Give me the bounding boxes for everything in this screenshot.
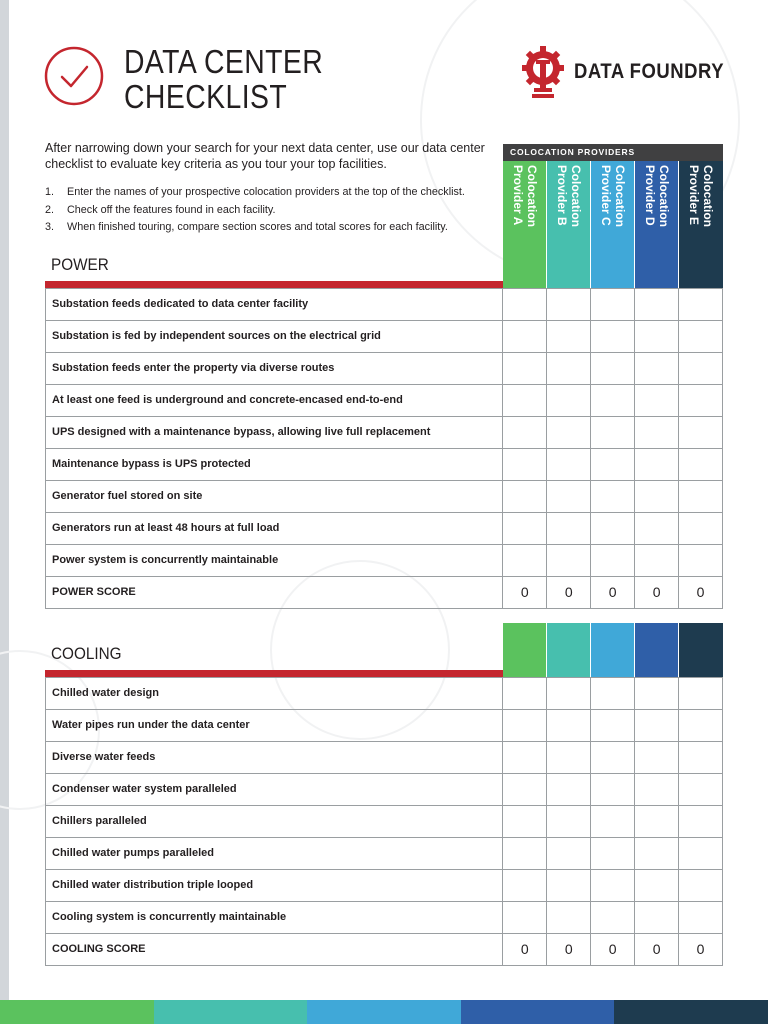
page-title — [124, 44, 323, 114]
power-checklist-row — [46, 353, 723, 385]
check-cell-provider-c[interactable] — [591, 678, 635, 709]
check-cell-provider-c[interactable] — [591, 710, 635, 741]
check-cell-provider-b[interactable] — [547, 353, 591, 384]
check-cell-provider-e[interactable] — [679, 710, 723, 741]
power-checklist-row — [46, 481, 723, 513]
cooling-score-row — [46, 934, 723, 966]
cooling-section-rule — [45, 670, 503, 677]
check-cell-provider-b[interactable] — [547, 870, 591, 901]
check-cell-provider-b[interactable] — [547, 545, 591, 576]
title-line-1: DATA CENTER — [124, 43, 324, 80]
check-cell-provider-e[interactable] — [679, 742, 723, 773]
check-cell-provider-a[interactable] — [503, 774, 547, 805]
check-cell-provider-d[interactable] — [635, 353, 679, 384]
cooling-score-label: COOLING SCORE — [46, 934, 503, 965]
check-cell-provider-d[interactable] — [635, 321, 679, 352]
check-cell-provider-d[interactable] — [635, 742, 679, 773]
provider-column-d[interactable]: Colocation Provider D — [635, 161, 679, 289]
cooling-provider-swatches — [503, 623, 723, 678]
cooling-checklist-row — [46, 806, 723, 838]
check-cell-provider-a[interactable] — [503, 513, 547, 544]
cooling-section-title: COOLING — [51, 644, 122, 663]
cooling-criterion-label: Chillers paralleled — [46, 806, 503, 837]
score-value-provider-b: 0 — [547, 934, 591, 965]
check-cell-provider-a[interactable] — [503, 902, 547, 933]
check-cell-provider-e[interactable] — [679, 321, 723, 352]
check-cell-provider-a[interactable] — [503, 742, 547, 773]
data-foundry-logo — [520, 44, 745, 100]
power-score-row — [46, 577, 723, 609]
check-cell-provider-d[interactable] — [635, 481, 679, 512]
power-checklist-row — [46, 417, 723, 449]
score-value-provider-a: 0 — [503, 577, 547, 608]
check-cell-provider-e[interactable] — [679, 417, 723, 448]
provider-column-c[interactable]: Colocation Provider C — [591, 161, 635, 289]
check-cell-provider-e[interactable] — [679, 289, 723, 320]
check-cell-provider-c[interactable] — [591, 513, 635, 544]
check-cell-provider-b[interactable] — [547, 417, 591, 448]
check-cell-provider-c[interactable] — [591, 838, 635, 869]
instruction-step: 3. When finished touring, compare section scores and total scores for each facility. — [45, 221, 448, 233]
check-cell-provider-a[interactable] — [503, 545, 547, 576]
check-cell-provider-d[interactable] — [635, 449, 679, 480]
check-cell-provider-e[interactable] — [679, 902, 723, 933]
score-value-provider-a: 0 — [503, 934, 547, 965]
colocation-providers-header: COLOCATION PROVIDERS — [503, 144, 723, 161]
provider-swatch-b — [547, 623, 591, 678]
check-cell-provider-c[interactable] — [591, 417, 635, 448]
provider-column-b[interactable]: Colocation Provider B — [547, 161, 591, 289]
check-cell-provider-a[interactable] — [503, 481, 547, 512]
check-cell-provider-d[interactable] — [635, 838, 679, 869]
check-cell-provider-a[interactable] — [503, 838, 547, 869]
provider-column-a[interactable]: Colocation Provider A — [503, 161, 547, 289]
check-cell-provider-a[interactable] — [503, 678, 547, 709]
check-cell-provider-c[interactable] — [591, 545, 635, 576]
check-cell-provider-e[interactable] — [679, 385, 723, 416]
check-cell-provider-a[interactable] — [503, 806, 547, 837]
check-cell-provider-d[interactable] — [635, 710, 679, 741]
check-cell-provider-d[interactable] — [635, 385, 679, 416]
instruction-steps — [45, 184, 495, 237]
check-cell-provider-e[interactable] — [679, 481, 723, 512]
check-cell-provider-c[interactable] — [591, 289, 635, 320]
check-cell-provider-c[interactable] — [591, 742, 635, 773]
check-cell-provider-d[interactable] — [635, 774, 679, 805]
check-cell-provider-b[interactable] — [547, 449, 591, 480]
cooling-checklist-row — [46, 902, 723, 934]
bottom-bar-segment — [614, 1000, 768, 1024]
power-criterion-label: Substation feeds enter the property via diverse routes — [46, 353, 503, 384]
check-cell-provider-b[interactable] — [547, 806, 591, 837]
bottom-bar-segment — [461, 1000, 615, 1024]
power-checklist-row — [46, 449, 723, 481]
check-cell-provider-e[interactable] — [679, 545, 723, 576]
cooling-criterion-label: Chilled water distribution triple looped — [46, 870, 503, 901]
score-value-provider-d: 0 — [635, 577, 679, 608]
cooling-checklist — [45, 677, 723, 966]
provider-column-e[interactable]: Colocation Provider E — [679, 161, 723, 289]
power-criterion-label: Generator fuel stored on site — [46, 481, 503, 512]
check-cell-provider-b[interactable] — [547, 902, 591, 933]
check-cell-provider-d[interactable] — [635, 678, 679, 709]
power-criterion-label: Power system is concurrently maintainable — [46, 545, 503, 576]
cooling-criterion-label: Chilled water pumps paralleled — [46, 838, 503, 869]
score-value-provider-e: 0 — [679, 577, 723, 608]
bottom-bar-segment — [154, 1000, 308, 1024]
power-checklist — [45, 288, 723, 609]
check-cell-provider-a[interactable] — [503, 385, 547, 416]
instruction-step: 1. Enter the names of your prospective colocation providers at the top of the checklist. — [45, 186, 465, 198]
score-value-provider-c: 0 — [591, 934, 635, 965]
check-cell-provider-c[interactable] — [591, 321, 635, 352]
check-cell-provider-a[interactable] — [503, 353, 547, 384]
check-cell-provider-d[interactable] — [635, 545, 679, 576]
cooling-checklist-row — [46, 710, 723, 742]
cooling-criterion-label: Water pipes run under the data center — [46, 710, 503, 741]
score-value-provider-e: 0 — [679, 934, 723, 965]
power-criterion-label: Generators run at least 48 hours at full load — [46, 513, 503, 544]
check-cell-provider-a[interactable] — [503, 321, 547, 352]
check-cell-provider-c[interactable] — [591, 870, 635, 901]
cooling-checklist-row — [46, 870, 723, 902]
check-cell-provider-b[interactable] — [547, 513, 591, 544]
check-cell-provider-e[interactable] — [679, 774, 723, 805]
title-line-2: CHECKLIST — [124, 78, 288, 115]
cooling-criterion-label: Cooling system is concurrently maintainable — [46, 902, 503, 933]
check-cell-provider-a[interactable] — [503, 417, 547, 448]
provider-columns — [503, 161, 723, 289]
power-criterion-label: Substation feeds dedicated to data center facility — [46, 289, 503, 320]
power-criterion-label: Maintenance bypass is UPS protected — [46, 449, 503, 480]
check-cell-provider-d[interactable] — [635, 513, 679, 544]
provider-swatch-d — [635, 623, 679, 678]
check-cell-provider-c[interactable] — [591, 353, 635, 384]
power-criterion-label: Substation is fed by independent sources on the electrical grid — [46, 321, 503, 352]
check-cell-provider-e[interactable] — [679, 806, 723, 837]
power-checklist-row — [46, 289, 723, 321]
bottom-bar-segment — [0, 1000, 154, 1024]
check-cell-provider-e[interactable] — [679, 838, 723, 869]
check-cell-provider-d[interactable] — [635, 806, 679, 837]
check-cell-provider-d[interactable] — [635, 902, 679, 933]
score-value-provider-b: 0 — [547, 577, 591, 608]
power-section-rule — [45, 281, 503, 288]
check-cell-provider-e[interactable] — [679, 513, 723, 544]
score-value-provider-c: 0 — [591, 577, 635, 608]
cooling-criterion-label: Diverse water feeds — [46, 742, 503, 773]
provider-swatch-e — [679, 623, 723, 678]
check-cell-provider-b[interactable] — [547, 289, 591, 320]
score-value-provider-d: 0 — [635, 934, 679, 965]
check-cell-provider-e[interactable] — [679, 678, 723, 709]
intro-text: After narrowing down your search for your next data center, use our data center checklist to evaluate key criteria as you tour your top facilities. — [45, 141, 485, 171]
check-cell-provider-a[interactable] — [503, 289, 547, 320]
check-cell-provider-c[interactable] — [591, 449, 635, 480]
check-cell-provider-b[interactable] — [547, 481, 591, 512]
check-cell-provider-e[interactable] — [679, 353, 723, 384]
check-cell-provider-d[interactable] — [635, 417, 679, 448]
power-checklist-row — [46, 513, 723, 545]
power-checklist-row — [46, 385, 723, 417]
power-checklist-row — [46, 545, 723, 577]
power-score-label: POWER SCORE — [46, 577, 503, 608]
check-cell-provider-d[interactable] — [635, 289, 679, 320]
check-cell-provider-c[interactable] — [591, 774, 635, 805]
check-cell-provider-a[interactable] — [503, 449, 547, 480]
bottom-bar-segment — [307, 1000, 461, 1024]
check-cell-provider-c[interactable] — [591, 806, 635, 837]
cooling-checklist-row — [46, 838, 723, 870]
cooling-checklist-row — [46, 774, 723, 806]
check-circle-icon — [44, 46, 104, 106]
cooling-criterion-label: Condenser water system paralleled — [46, 774, 503, 805]
check-cell-provider-e[interactable] — [679, 870, 723, 901]
foundry-gear-icon — [520, 44, 566, 100]
check-cell-provider-e[interactable] — [679, 449, 723, 480]
check-cell-provider-b[interactable] — [547, 710, 591, 741]
power-checklist-row — [46, 321, 723, 353]
check-cell-provider-c[interactable] — [591, 385, 635, 416]
cooling-checklist-row — [46, 742, 723, 774]
check-cell-provider-b[interactable] — [547, 385, 591, 416]
provider-swatch-c — [591, 623, 635, 678]
power-criterion-label: At least one feed is underground and concrete-encased end-to-end — [46, 385, 503, 416]
left-edge-bar — [0, 0, 9, 1024]
provider-swatch-a — [503, 623, 547, 678]
cooling-checklist-row — [46, 678, 723, 710]
check-cell-provider-a[interactable] — [503, 870, 547, 901]
logo-text: DATA FOUNDRY — [574, 60, 725, 83]
check-cell-provider-d[interactable] — [635, 870, 679, 901]
check-cell-provider-b[interactable] — [547, 774, 591, 805]
check-cell-provider-c[interactable] — [591, 481, 635, 512]
instruction-step: 2. Check off the features found in each facility. — [45, 203, 276, 216]
check-cell-provider-b[interactable] — [547, 742, 591, 773]
check-cell-provider-b[interactable] — [547, 678, 591, 709]
check-cell-provider-c[interactable] — [591, 902, 635, 933]
check-cell-provider-b[interactable] — [547, 321, 591, 352]
power-section-title: POWER — [51, 255, 109, 274]
cooling-criterion-label: Chilled water design — [46, 678, 503, 709]
check-cell-provider-b[interactable] — [547, 838, 591, 869]
check-cell-provider-a[interactable] — [503, 710, 547, 741]
bottom-color-bar — [0, 1000, 768, 1024]
power-criterion-label: UPS designed with a maintenance bypass, allowing live full replacement — [46, 417, 503, 448]
